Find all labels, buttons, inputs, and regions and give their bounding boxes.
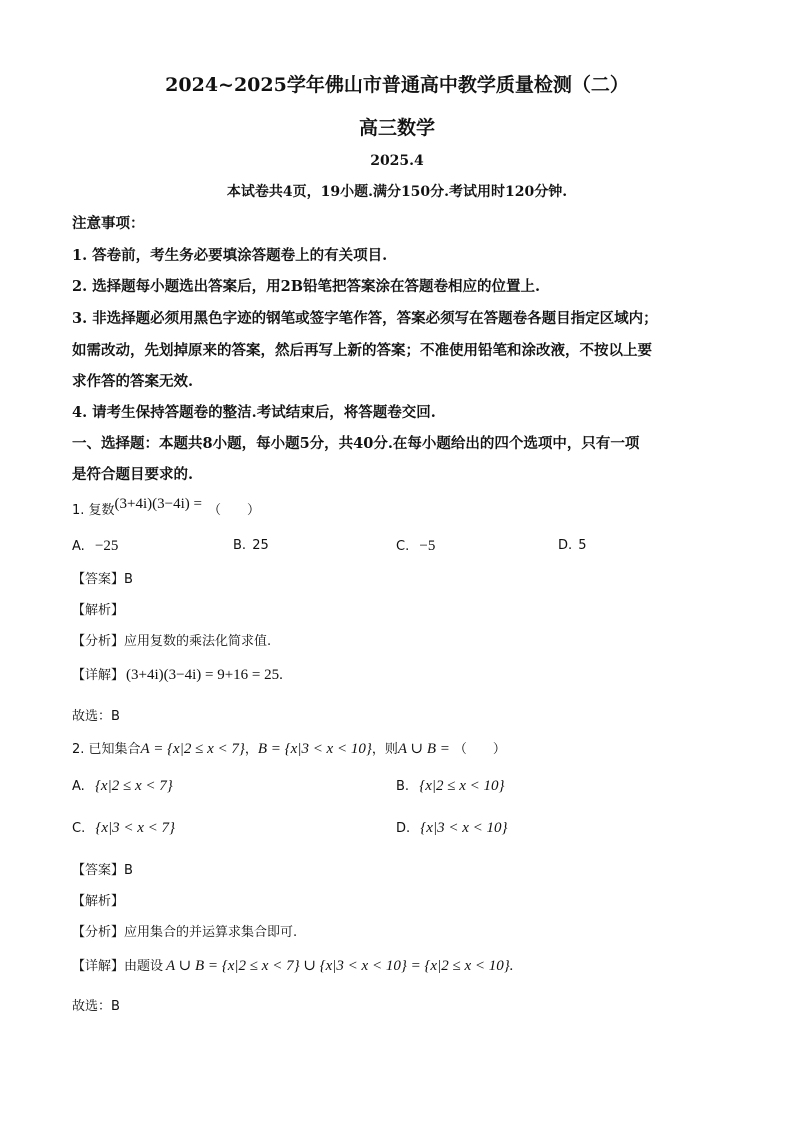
q2-answer: 【答案】B [72,863,133,878]
q1-answer-blank: （ ） [208,503,261,518]
note-item-3-cont: 如需改动，先划掉原来的答案，然后再写上新的答案；不准使用铅笔和涂改液，不按以上要 [72,342,652,359]
q1-analysis-tag: 【解析】 [72,603,125,618]
q2-set-a: A = {x|2 ≤ x < 7} [140,741,245,757]
section-heading-cont: 是符合题目要求的. [72,466,194,483]
note-item-4: 4. 请考生保持答题卷的整洁.考试结束后，将答题卷交回. [72,404,436,421]
q2-set-b: B = {x|3 < x < 10} [257,741,372,757]
q1-detail: 【详解】 (3+4i)(3−4i) = 9+16 = 25. [72,667,283,683]
q2-option-a: A. {x|2 ≤ x < 7} [72,778,173,794]
q2-analysis-tag: 【解析】 [72,894,125,909]
q2-prefix: 2. 已知集合 [72,742,141,757]
exam-date: 2025.4 [370,153,424,169]
q2-detail: 【详解】由题设 A ∪ B = {x|2 ≤ x < 7} ∪ {x|3 < x < 10} = {x|2 ≤ x < 10}. [72,958,514,974]
question-1 [72,496,261,519]
note-item-1: 1. 答卷前，考生务必要填涂答题卷上的有关项目. [72,247,388,264]
exam-info: 本试卷共4页，19小题.满分150分.考试用时120分钟. [226,184,568,200]
q1-fenxi: 【分析】应用复数的乘法化简求值. [72,634,272,649]
note-item-2: 2. 选择题每小题选出答案后，用2B铅笔把答案涂在答题卷相应的位置上. [72,278,541,295]
q2-option-b: B. {x|2 ≤ x < 10} [396,778,505,794]
q1-answer: 【答案】B [72,572,133,587]
q2-choose: 故选：B [72,999,120,1014]
q2-fenxi: 【分析】应用集合的并运算求集合即可. [72,925,298,940]
q1-choose: 故选：B [72,709,120,724]
q2-option-d: D. {x|3 < x < 10} [396,820,508,836]
section-heading: 一、选择题：本题共8小题，每小题5分，共40分.在每小题给出的四个选项中，只有一项 [72,435,640,452]
q1-option-c: C. −5 [396,538,436,554]
note-item-3: 3. 非选择题必须用黑色字迹的钢笔或签字笔作答，答案必须写在答题卷各题目指定区域内； [72,310,658,327]
q1-option-d: D. 5 [558,538,587,553]
q1-option-a: A. −25 [72,538,119,554]
exam-title: 2024~2025学年佛山市普通高中教学质量检测（二） [165,74,629,96]
q1-option-b: B. 25 [233,538,269,553]
notes-heading: 注意事项： [72,215,145,232]
note-item-3-end: 求作答的答案无效. [72,373,194,390]
q2-answer-blank: （ ） [453,742,506,757]
question-2: 2. 已知集合A = {x|2 ≤ x < 7}，B = {x|3 < x < 10}，则A ∪ B = （ ） [72,741,506,757]
q2-union: A ∪ B = [397,741,450,757]
q1-expression: (3+4i)(3−4i) = [114,496,202,512]
exam-subject: 高三数学 [358,117,435,139]
q2-option-c: C. {x|3 < x < 7} [72,820,176,836]
q1-prefix: 1. 复数 [72,503,115,518]
